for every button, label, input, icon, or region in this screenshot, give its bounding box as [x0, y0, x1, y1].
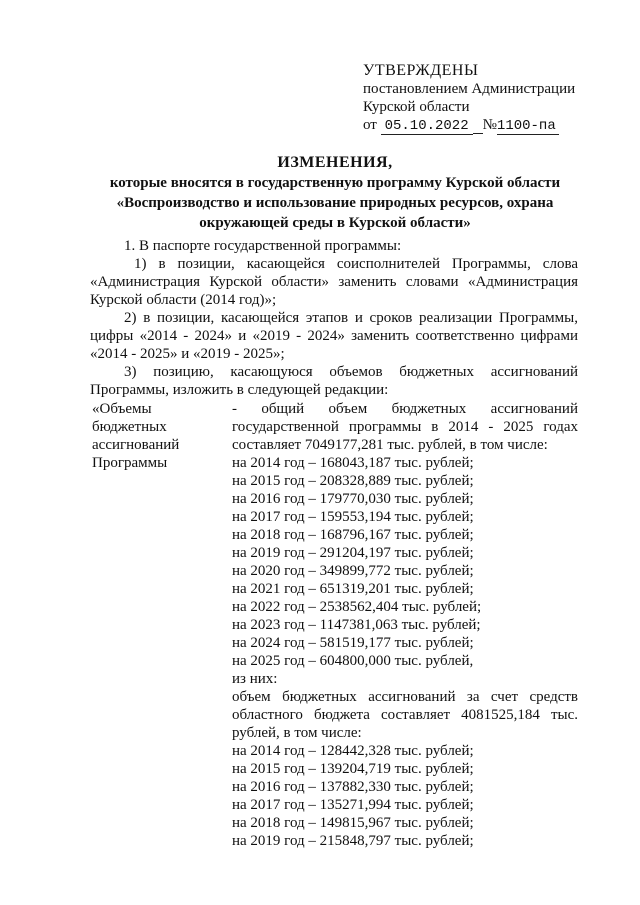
left-cell-line: ассигнований — [92, 437, 180, 453]
date-prefix: от — [363, 117, 377, 133]
paragraph-4: 3) позицию, касающуюся объемов бюджетных ассигнований Программы, изложить в следующей редакции: — [90, 364, 578, 398]
document-title — [85, 153, 585, 233]
year-total-item: на 2025 год – 604800,000 тыс. рублей, — [232, 653, 474, 669]
title-line-1: которые вносятся в государственную программу Курской области — [109, 175, 561, 191]
year-total-item: на 2021 год – 651319,201 тыс. рублей; — [232, 581, 474, 597]
year-total-item: на 2016 год – 179770,030 тыс. рублей; — [232, 491, 474, 507]
year-total-item: на 2022 год – 2538562,404 тыс. рублей; — [232, 599, 482, 615]
document-body — [90, 237, 578, 399]
year-total-item: на 2014 год – 168043,187 тыс. рублей; — [232, 455, 474, 471]
year-regional-item: на 2018 год – 149815,967 тыс. рублей; — [232, 815, 474, 831]
title-main: ИЗМЕНЕНИЯ, — [277, 154, 393, 171]
total-intro: - общий объем бюджетных ассигнований государственной программы в 2014 - 2025 годах составляет 7049177,281 тыс. рублей, в том числе: — [232, 401, 578, 453]
approval-block — [363, 62, 613, 135]
year-total-item: на 2015 год – 208328,889 тыс. рублей; — [232, 473, 474, 489]
date-underline — [473, 118, 483, 134]
left-cell-line: Программы — [92, 455, 168, 471]
table-left-column — [92, 400, 212, 472]
approved-line-2: Курской области — [363, 99, 470, 115]
year-regional-item: на 2015 год – 139204,719 тыс. рублей; — [232, 761, 474, 777]
year-regional-item: на 2014 год – 128442,328 тыс. рублей; — [232, 743, 474, 759]
approved-heading: УТВЕРЖДЕНЫ — [363, 62, 479, 79]
year-regional-item: на 2016 год – 137882,330 тыс. рублей; — [232, 779, 474, 795]
title-line-3: окружающей среды в Курской области» — [199, 215, 471, 231]
paragraph-1: 1. В паспорте государственной программы: — [124, 238, 402, 254]
left-cell-line: «Объемы — [92, 401, 152, 417]
year-regional-item: на 2019 год – 215848,797 тыс. рублей; — [232, 833, 474, 849]
paragraph-2: 1) в позиции, касающейся соисполнителей Программы, слова «Администрация Курской области» заменить словами «Администрация Курской области (2014 год)»; — [90, 256, 578, 308]
approved-date-line — [363, 116, 613, 135]
year-total-item: на 2017 год – 159553,194 тыс. рублей; — [232, 509, 474, 525]
regional-intro: объем бюджетных ассигнований за счет средств областного бюджета составляет 4081525,184 тыс. рублей, в том числе: — [232, 689, 578, 741]
left-cell-line: бюджетных — [92, 419, 167, 435]
year-total-item: на 2024 год – 581519,177 тыс. рублей; — [232, 635, 474, 651]
title-line-2: «Воспроизводство и использование природных ресурсов, охрана — [116, 195, 554, 211]
of-them-label: из них: — [232, 671, 278, 687]
year-regional-item: на 2017 год – 135271,994 тыс. рублей; — [232, 797, 474, 813]
year-total-item: на 2023 год – 1147381,063 тыс. рублей; — [232, 617, 481, 633]
table-right-column — [232, 400, 578, 850]
year-total-item: на 2018 год – 168796,167 тыс. рублей; — [232, 527, 474, 543]
number-prefix: № — [482, 117, 497, 133]
approved-line-1: постановлением Администрации — [363, 81, 576, 97]
paragraph-3: 2) в позиции, касающейся этапов и сроков реализации Программы, цифры «2014 - 2024» и «2019 - 2024» заменить соответственно цифрами «2014 - 2025» и «2019 - 2025»; — [90, 310, 578, 362]
decree-number: 1100-па — [497, 119, 559, 135]
year-total-item: на 2020 год – 349899,772 тыс. рублей; — [232, 563, 474, 579]
decree-date: 05.10.2022 — [381, 119, 473, 135]
year-total-item: на 2019 год – 291204,197 тыс. рублей; — [232, 545, 474, 561]
